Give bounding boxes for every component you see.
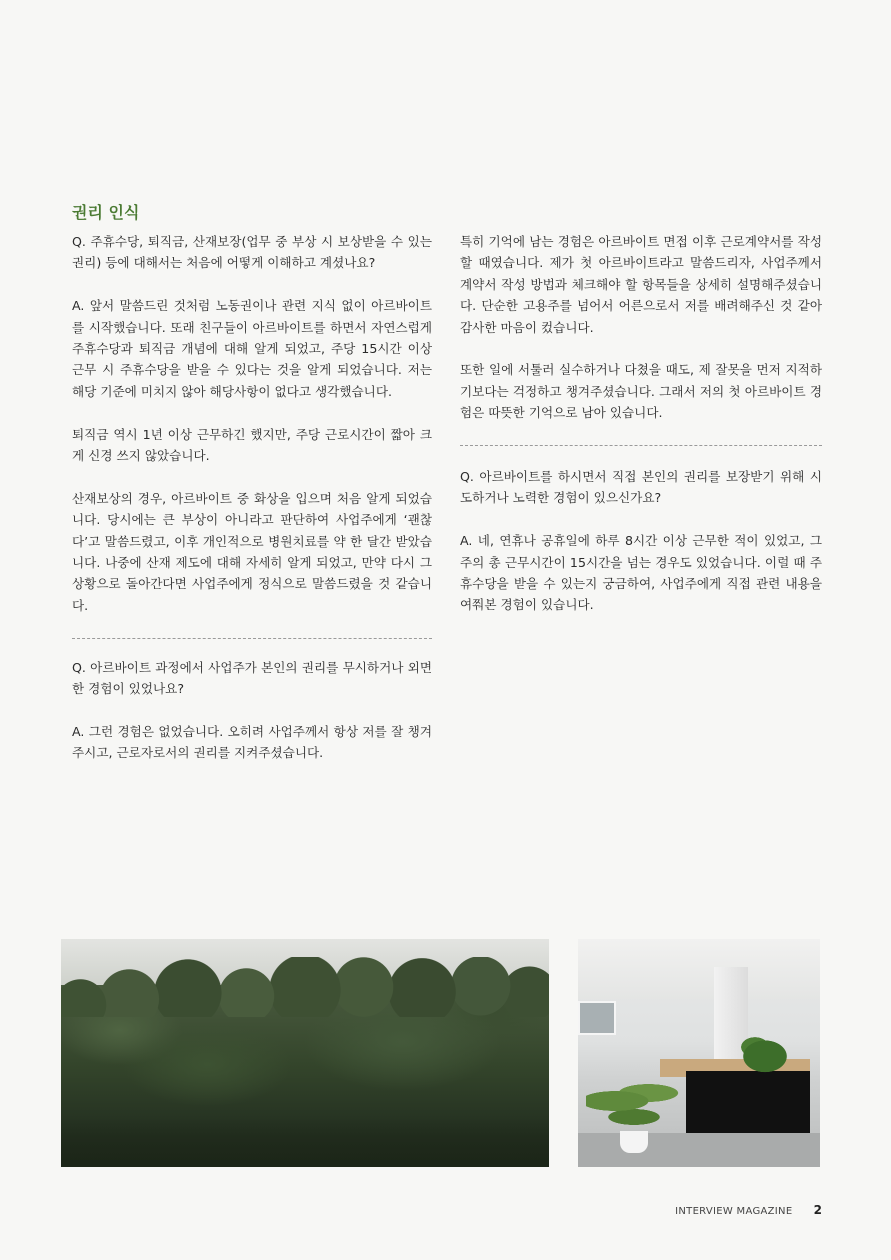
- section-title: 권리 인식: [72, 203, 140, 222]
- question-rights-effort: Q. 아르바이트를 하시면서 직접 본인의 권리를 보장받기 위해 시도하거나 노력한 경험이 있으신가요?: [460, 469, 822, 506]
- answer-industrial-accident: 산재보상의 경우, 아르바이트 중 화상을 입으며 처음 알게 되었습니다. 당시에는 큰 부상이 아니라고 판단하여 사업주에게 ‘괜찮다’고 말씀드렸고, 이후 개인적으로 병원치료를 약 한 달간 받았습니다. 나중에 산재 제도에 대해 자세히 알게 되었고, 만약 다시 그 상황으로 돌아간다면 사업주에게 정식으로 말씀드렸을 것 같습니다.: [72, 490, 432, 613]
- window: [578, 1001, 616, 1035]
- answer-rights-understanding: A. 앞서 말씀드린 것처럼 노동권이나 관련 지식 없이 아르바이트를 시작했습니다. 또래 친구들이 아르바이트를 하면서 자연스럽게 주휴수당과 퇴직금 개념에 대해 알게 되었고, 주당 15시간 이상 근무 시 주휴수당을 받을 수 있다는 것을 알게 되었습니다. 저는 해당 기준에 미치지 않아 해당사항이 없다고 생각했습니다.: [72, 298, 432, 399]
- magazine-name: INTERVIEW MAGAZINE: [675, 1206, 793, 1217]
- ceiling: [578, 939, 820, 999]
- white-pot: [620, 1131, 648, 1153]
- dashed-divider: [72, 638, 432, 639]
- page-footer: [600, 1203, 822, 1217]
- answer-rights-ignored: A. 그런 경험은 없었습니다. 오히려 사업주께서 항상 저를 잘 챙겨주시고, 근로자로서의 권리를 지켜주셨습니다.: [72, 723, 432, 761]
- dashed-divider: [460, 445, 822, 446]
- answer-severance-pay: 퇴직금 역시 1년 이상 근무하긴 했지만, 주당 근로시간이 짧아 크게 신경 쓰지 않았습니다.: [72, 426, 432, 464]
- forest-photo: [61, 939, 549, 1167]
- answer-rights-effort: A. 네, 연휴나 공휴일에 하루 8시간 이상 근무한 적이 있었고, 그 주의 총 근무시간이 15시간을 넘는 경우도 있었습니다. 이럴 때 주휴수당을 받을 수 있는지 궁금하여, 사업주에게 직접 관련 내용을 여쭤본 경험이 있습니다.: [460, 533, 822, 613]
- question-rights-ignored: Q. 아르바이트 과정에서 사업주가 본인의 권리를 무시하거나 외면한 경험이 있었나요?: [72, 659, 432, 697]
- tree-canopy: [61, 957, 549, 1017]
- potted-plant: [740, 1031, 790, 1077]
- left-column: [72, 231, 432, 785]
- interior-photo: [578, 939, 820, 1167]
- question-rights-understanding: Q. 주휴수당, 퇴직금, 산재보장(업무 중 부상 시 보상받을 수 있는 권리) 등에 대해서는 처음에 어떻게 이해하고 계셨나요?: [72, 234, 432, 271]
- answer-contract-memory: 특히 기억에 남는 경험은 아르바이트 면접 이후 근로계약서를 작성할 때였습니다. 제가 첫 아르바이트라고 말씀드리자, 사업주께서 계약서 작성 방법과 체크해야 할 항목들을 상세히 설명해주셨습니다. 단순한 고용주를 넘어서 어른으로서 저를 배려해주신 것 같아 감사한 마음이 컸습니다.: [460, 234, 822, 335]
- page-number: 2: [813, 1203, 822, 1217]
- answer-warm-memory: 또한 일에 서툴러 실수하거나 다쳤을 때도, 제 잘못을 먼저 지적하기보다는 걱정하고 챙겨주셨습니다. 그래서 저의 첫 아르바이트 경험은 따뜻한 기억으로 남아 있습니다.: [460, 362, 822, 421]
- forest-floor: [61, 1117, 549, 1167]
- right-column: [460, 231, 822, 637]
